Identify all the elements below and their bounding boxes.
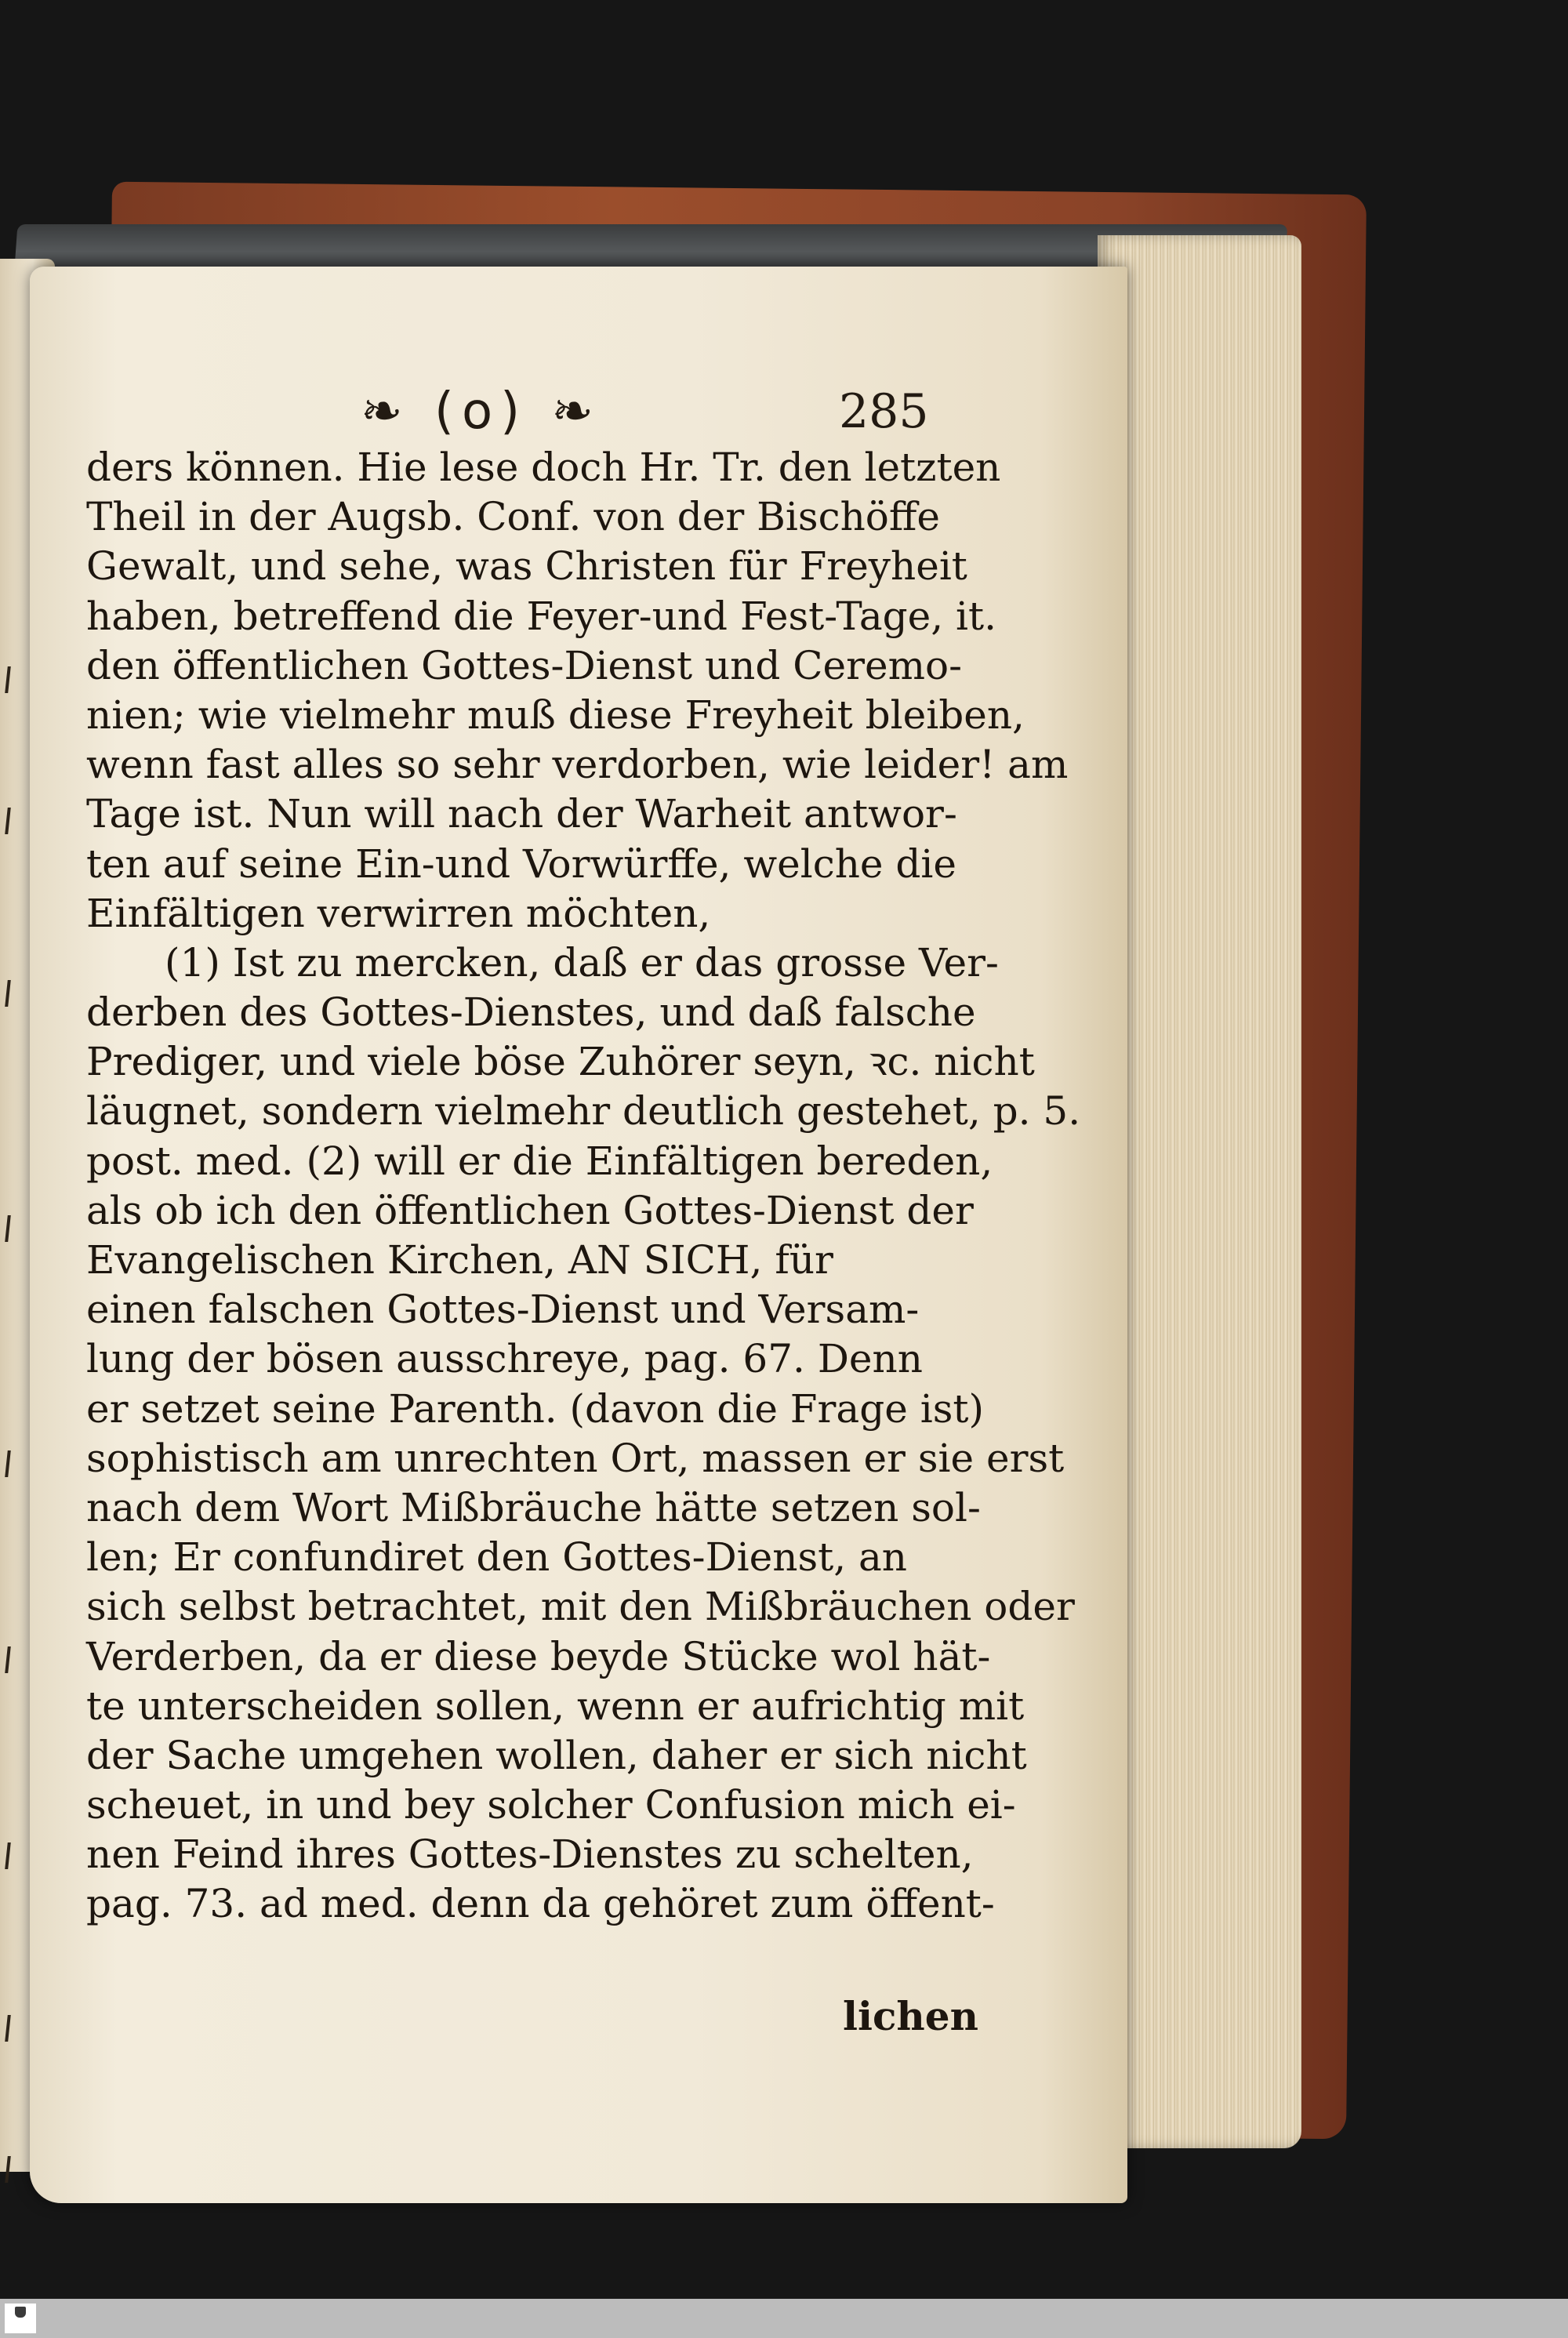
text-line: läugnet, sondern vielmehr deutlich gestehet, p. 5.: [86, 1088, 1081, 1135]
text-line: ders können. Hie lese doch Hr. Tr. den letzten: [86, 445, 1001, 490]
text-line: Tage ist. Nun will nach der Warheit antwor-: [86, 791, 957, 837]
text-line: als ob ich den öffentlichen Gottes-Dienst der: [86, 1187, 974, 1233]
text-line: derben des Gottes-Dienstes, und daß falsche: [86, 989, 976, 1036]
text-line: lung der bösen ausschreye, pag. 67. Denn: [86, 1336, 923, 1382]
text-line: Einfältigen verwirren möchten,: [86, 890, 711, 936]
text-line: nen Feind ihres Gottes-Dienstes zu schelten,: [86, 1832, 974, 1878]
text-line: haben, betreffend die Feyer-und Fest-Tage, it.: [86, 593, 997, 639]
text-line: einen falschen Gottes-Dienst und Versam-: [86, 1287, 920, 1333]
text-line: den öffentlichen Gottes-Dienst und Ceremo-: [86, 642, 963, 688]
text-line: er setzet seine Parenth. (davon die Frage ist): [86, 1385, 984, 1432]
text-line: pag. 73. ad med. denn da gehöret zum öffent-: [86, 1881, 995, 1927]
text-line: Prediger, und viele böse Zuhörer seyn, ꝛc. nicht: [86, 1039, 1035, 1085]
text-line: sich selbst betrachtet, mit den Mißbräuchen oder: [86, 1584, 1075, 1630]
text-line: nien; wie vielmehr muß diese Freyheit bleiben,: [86, 692, 1025, 738]
header-ornament: ❧ (o) ❧: [361, 383, 602, 441]
text-line: der Sache umgehen wollen, daher er sich nicht: [86, 1732, 1027, 1778]
text-line: Verderben, da er diese beyde Stücke wol hät-: [86, 1633, 991, 1679]
text-line: post. med. (2) will er die Einfältigen bereden,: [86, 1138, 993, 1184]
text-line: sophistisch am unrechten Ort, massen er sie erst: [86, 1435, 1065, 1481]
building-icon: [15, 2307, 26, 2318]
page-text: [86, 443, 1081, 1930]
text-line: scheuet, in und bey solcher Confusion mich ei-: [86, 1782, 1016, 1828]
page-number: 285: [839, 384, 929, 439]
text-line: ten auf seine Ein-und Vorwürffe, welche die: [86, 840, 956, 887]
text-line: te unterscheiden sollen, wenn er aufrichtig mit: [86, 1683, 1025, 1729]
catchword: lichen: [843, 1993, 978, 2039]
text-line: (1) Ist zu mercken, daß er das grosse Ver-: [165, 939, 999, 986]
viewer-footer-bar: [0, 2299, 1568, 2338]
text-line: nach dem Wort Mißbräuche hätte setzen sol-: [86, 1484, 981, 1530]
text-line: Evangelischen Kirchen, AN SICH, für: [86, 1237, 833, 1283]
text-line: Gewalt, und sehe, was Christen für Freyheit: [86, 543, 967, 590]
text-line: Theil in der Augsb. Conf. von der Bischöffe: [86, 494, 940, 540]
page-block-fore-edge: [1098, 235, 1301, 2148]
text-line: wenn fast alles so sehr verdorben, wie leider! am: [86, 742, 1069, 788]
library-logo[interactable]: [5, 2304, 36, 2333]
text-line: len; Er confundiret den Gottes-Dienst, an: [86, 1534, 907, 1581]
running-head: [0, 376, 1098, 447]
